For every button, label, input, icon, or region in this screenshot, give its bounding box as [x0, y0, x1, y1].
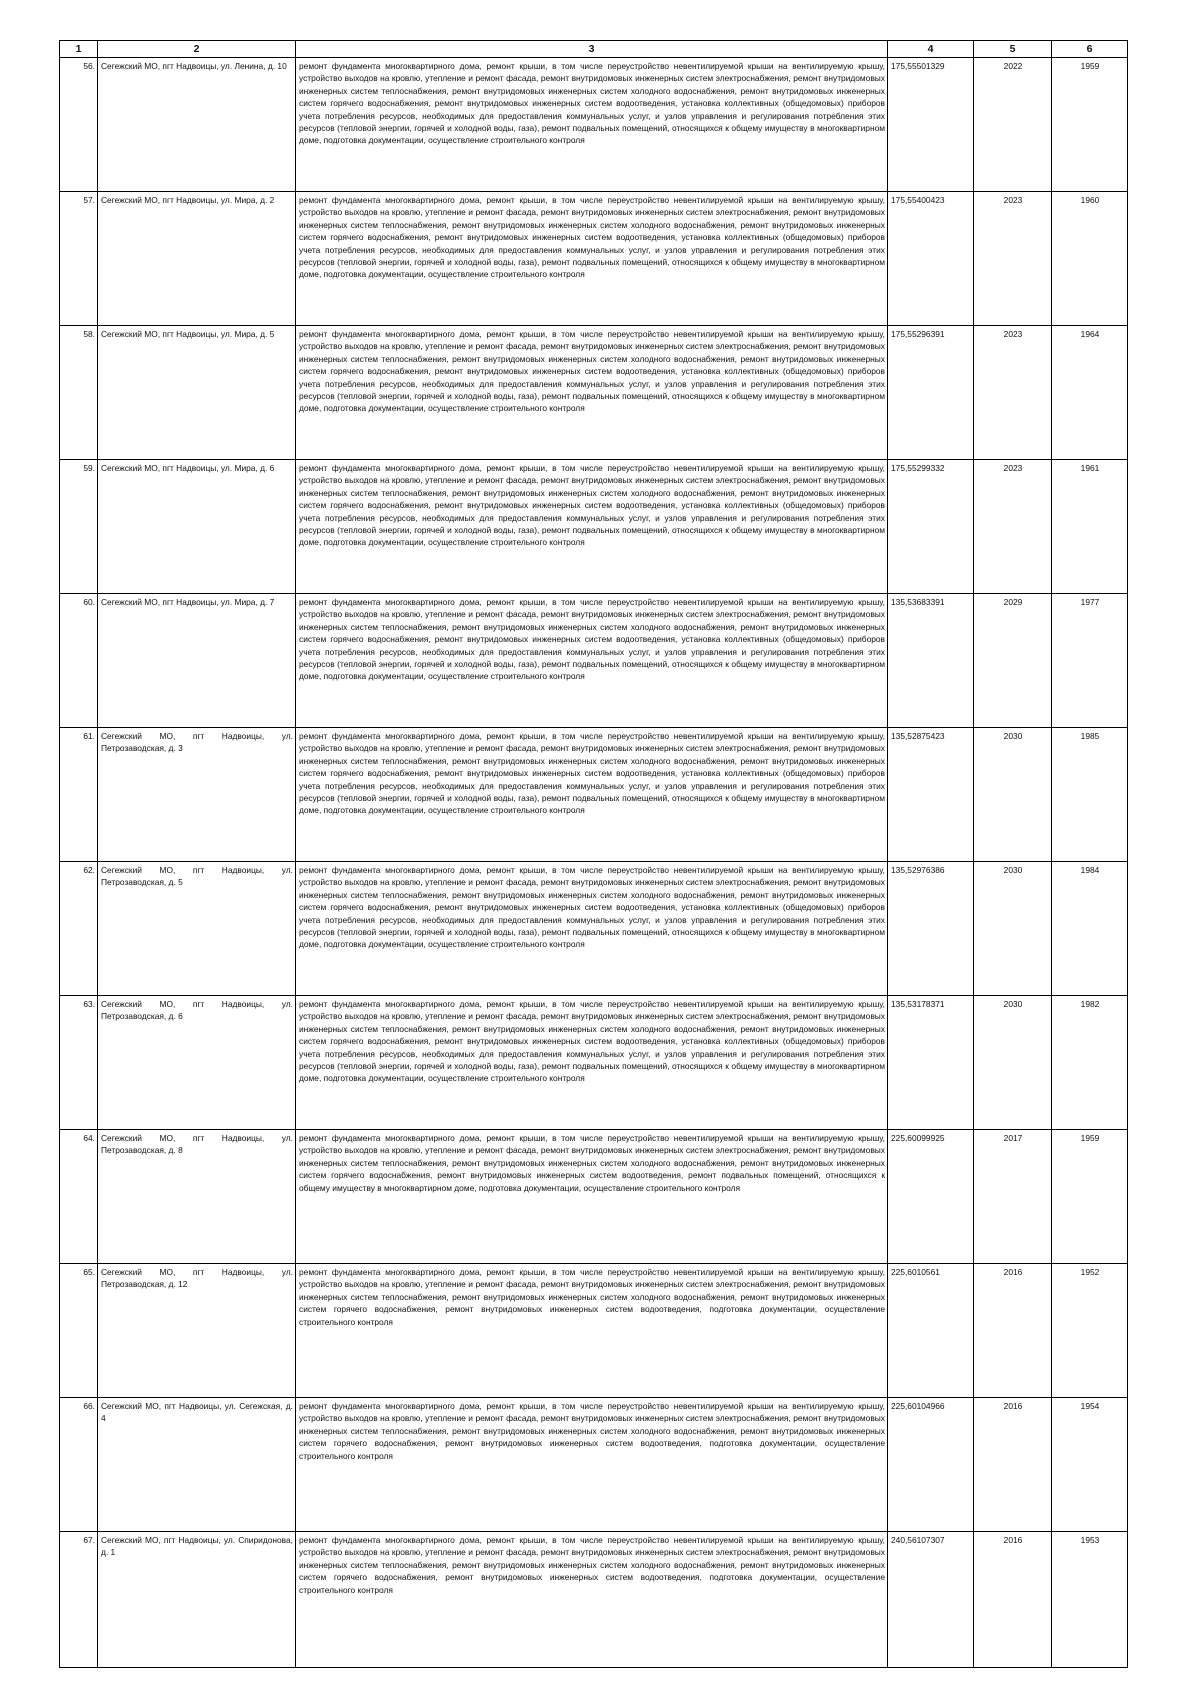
row-address: Сегежский МО, пгт Надвоицы, ул. Спиридонова, д. 1 — [98, 1532, 296, 1668]
row-built-year: 1961 — [1052, 460, 1128, 594]
table-row — [60, 728, 1128, 862]
row-address: Сегежский МО, пгт Надвоицы, ул. Мира, д. 5 — [98, 326, 296, 460]
row-address: Сегежский МО, пгт Надвоицы, ул. Петрозаводская, д. 12 — [98, 1264, 296, 1398]
row-works: ремонт фундамента многоквартирного дома, ремонт крыши, в том числе переустройство невентилируемой крыши на вентилируемую крышу, устройство выходов на кровлю, утепление и ремонт фасада, ремонт внутридомовых инженерных систем электроснабжения, ремонт внутридомовых инженерных систем теплоснабжения, ремонт внутридомовых инженерных систем холодного водоснабжения, ремонт внутридомовых инженерных систем горячего водоснабжения, ремонт внутридомовых инженерных систем водоотведения, установка коллективных (общедомовых) приборов учета потребления ресурсов, необходимых для предоставления коммунальных услуг, и узлов управления и регулирования потребления этих ресурсов (тепловой энергии, горячей и холодной воды, газа), ремонт подвальных помещений, относящихся к общему имуществу в многоквартирном доме, подготовка документации, осуществление строительного контроля — [296, 326, 888, 460]
header-row — [60, 41, 1128, 58]
row-works: ремонт фундамента многоквартирного дома, ремонт крыши, в том числе переустройство невентилируемой крыши на вентилируемую крышу, устройство выходов на кровлю, утепление и ремонт фасада, ремонт внутридомовых инженерных систем электроснабжения, ремонт внутридомовых инженерных систем теплоснабжения, ремонт внутридомовых инженерных систем холодного водоснабжения, ремонт внутридомовых инженерных систем горячего водоснабжения, ремонт внутридомовых инженерных систем водоотведения, подготовка документации, осуществление строительного контроля — [296, 1264, 888, 1398]
row-built-year: 1982 — [1052, 996, 1128, 1130]
row-cost: 135,53683391 — [888, 594, 974, 728]
row-works: ремонт фундамента многоквартирного дома, ремонт крыши, в том числе переустройство невентилируемой крыши на вентилируемую крышу, устройство выходов на кровлю, утепление и ремонт фасада, ремонт внутридомовых инженерных систем электроснабжения, ремонт внутридомовых инженерных систем теплоснабжения, ремонт внутридомовых инженерных систем холодного водоснабжения, ремонт внутридомовых инженерных систем горячего водоснабжения, ремонт внутридомовых инженерных систем водоотведения, установка коллективных (общедомовых) приборов учета потребления ресурсов, необходимых для предоставления коммунальных услуг, и узлов управления и регулирования потребления этих ресурсов (тепловой энергии, горячей и холодной воды, газа), ремонт подвальных помещений, относящихся к общему имуществу в многоквартирном доме, подготовка документации, осуществление строительного контроля — [296, 460, 888, 594]
row-year: 2030 — [974, 728, 1052, 862]
row-number: 56. — [60, 58, 98, 192]
table-row — [60, 326, 1128, 460]
row-cost: 175,55400423 — [888, 192, 974, 326]
table-row — [60, 58, 1128, 192]
row-cost: 135,52875423 — [888, 728, 974, 862]
table-row — [60, 1130, 1128, 1264]
row-address: Сегежский МО, пгт Надвоицы, ул. Петрозаводская, д. 5 — [98, 862, 296, 996]
row-year: 2023 — [974, 192, 1052, 326]
row-built-year: 1964 — [1052, 326, 1128, 460]
row-number: 63. — [60, 996, 98, 1130]
row-year: 2016 — [974, 1264, 1052, 1398]
row-built-year: 1960 — [1052, 192, 1128, 326]
header-cell-5: 5 — [974, 41, 1052, 58]
row-built-year: 1984 — [1052, 862, 1128, 996]
row-address: Сегежский МО, пгт Надвоицы, ул. Ленина, д. 10 — [98, 58, 296, 192]
table-row — [60, 1532, 1128, 1668]
row-built-year: 1977 — [1052, 594, 1128, 728]
row-cost: 225,60099925 — [888, 1130, 974, 1264]
row-works: ремонт фундамента многоквартирного дома, ремонт крыши, в том числе переустройство невентилируемой крыши на вентилируемую крышу, устройство выходов на кровлю, утепление и ремонт фасада, ремонт внутридомовых инженерных систем электроснабжения, ремонт внутридомовых инженерных систем теплоснабжения, ремонт внутридомовых инженерных систем холодного водоснабжения, ремонт внутридомовых инженерных систем горячего водоснабжения, ремонт внутридомовых инженерных систем водоотведения, подготовка документации, осуществление строительного контроля — [296, 1398, 888, 1532]
row-number: 59. — [60, 460, 98, 594]
table-row — [60, 862, 1128, 996]
row-year: 2029 — [974, 594, 1052, 728]
header-cell-2: 2 — [98, 41, 296, 58]
row-works: ремонт фундамента многоквартирного дома, ремонт крыши, в том числе переустройство невентилируемой крыши на вентилируемую крышу, устройство выходов на кровлю, утепление и ремонт фасада, ремонт внутридомовых инженерных систем электроснабжения, ремонт внутридомовых инженерных систем теплоснабжения, ремонт внутридомовых инженерных систем холодного водоснабжения, ремонт внутридомовых инженерных систем горячего водоснабжения, ремонт внутридомовых инженерных систем водоотведения, установка коллективных (общедомовых) приборов учета потребления ресурсов, необходимых для предоставления коммунальных услуг, и узлов управления и регулирования потребления этих ресурсов (тепловой энергии, горячей и холодной воды, газа), ремонт подвальных помещений, относящихся к общему имуществу в многоквартирном доме, подготовка документации, осуществление строительного контроля — [296, 996, 888, 1130]
table-row — [60, 996, 1128, 1130]
row-year: 2022 — [974, 58, 1052, 192]
header-cell-6: 6 — [1052, 41, 1128, 58]
row-built-year: 1985 — [1052, 728, 1128, 862]
row-number: 65. — [60, 1264, 98, 1398]
row-address: Сегежский МО, пгт Надвоицы, ул. Петрозаводская, д. 3 — [98, 728, 296, 862]
row-number: 58. — [60, 326, 98, 460]
row-cost: 175,55501329 — [888, 58, 974, 192]
row-number: 64. — [60, 1130, 98, 1264]
row-year: 2016 — [974, 1532, 1052, 1668]
row-number: 60. — [60, 594, 98, 728]
row-works: ремонт фундамента многоквартирного дома, ремонт крыши, в том числе переустройство невентилируемой крыши на вентилируемую крышу, устройство выходов на кровлю, утепление и ремонт фасада, ремонт внутридомовых инженерных систем электроснабжения, ремонт внутридомовых инженерных систем теплоснабжения, ремонт внутридомовых инженерных систем холодного водоснабжения, ремонт внутридомовых инженерных систем горячего водоснабжения, ремонт внутридомовых инженерных систем водоотведения, установка коллективных (общедомовых) приборов учета потребления ресурсов, необходимых для предоставления коммунальных услуг, и узлов управления и регулирования потребления этих ресурсов (тепловой энергии, горячей и холодной воды, газа), ремонт подвальных помещений, относящихся к общему имуществу в многоквартирном доме, подготовка документации, осуществление строительного контроля — [296, 192, 888, 326]
row-address: Сегежский МО, пгт Надвоицы, ул. Мира, д. 2 — [98, 192, 296, 326]
row-year: 2023 — [974, 326, 1052, 460]
row-cost: 225,6010561 — [888, 1264, 974, 1398]
row-cost: 175,55296391 — [888, 326, 974, 460]
row-cost: 135,53178371 — [888, 996, 974, 1130]
table-row — [60, 1264, 1128, 1398]
row-year: 2016 — [974, 1398, 1052, 1532]
header-cell-3: 3 — [296, 41, 888, 58]
table-row — [60, 594, 1128, 728]
row-built-year: 1953 — [1052, 1532, 1128, 1668]
row-address: Сегежский МО, пгт Надвоицы, ул. Сегежская, д. 4 — [98, 1398, 296, 1532]
row-address: Сегежский МО, пгт Надвоицы, ул. Мира, д. 6 — [98, 460, 296, 594]
row-number: 66. — [60, 1398, 98, 1532]
row-works: ремонт фундамента многоквартирного дома, ремонт крыши, в том числе переустройство невентилируемой крыши на вентилируемую крышу, устройство выходов на кровлю, утепление и ремонт фасада, ремонт внутридомовых инженерных систем электроснабжения, ремонт внутридомовых инженерных систем теплоснабжения, ремонт внутридомовых инженерных систем холодного водоснабжения, ремонт внутридомовых инженерных систем горячего водоснабжения, ремонт внутридомовых инженерных систем водоотведения, установка коллективных (общедомовых) приборов учета потребления ресурсов, необходимых для предоставления коммунальных услуг, и узлов управления и регулирования потребления этих ресурсов (тепловой энергии, горячей и холодной воды, газа), ремонт подвальных помещений, относящихся к общему имуществу в многоквартирном доме, подготовка документации, осуществление строительного контроля — [296, 728, 888, 862]
row-number: 62. — [60, 862, 98, 996]
header-cell-1: 1 — [60, 41, 98, 58]
row-works: ремонт фундамента многоквартирного дома, ремонт крыши, в том числе переустройство невентилируемой крыши на вентилируемую крышу, устройство выходов на кровлю, утепление и ремонт фасада, ремонт внутридомовых инженерных систем электроснабжения, ремонт внутридомовых инженерных систем теплоснабжения, ремонт внутридомовых инженерных систем холодного водоснабжения, ремонт внутридомовых инженерных систем горячего водоснабжения, ремонт внутридомовых инженерных систем водоотведения, ремонт подвальных помещений, относящихся к общему имуществу в многоквартирном доме, подготовка документации, осуществление строительного контроля — [296, 1130, 888, 1264]
row-built-year: 1952 — [1052, 1264, 1128, 1398]
row-cost: 175,55299332 — [888, 460, 974, 594]
row-year: 2017 — [974, 1130, 1052, 1264]
row-number: 67. — [60, 1532, 98, 1668]
row-works: ремонт фундамента многоквартирного дома, ремонт крыши, в том числе переустройство невентилируемой крыши на вентилируемую крышу, устройство выходов на кровлю, утепление и ремонт фасада, ремонт внутридомовых инженерных систем электроснабжения, ремонт внутридомовых инженерных систем теплоснабжения, ремонт внутридомовых инженерных систем холодного водоснабжения, ремонт внутридомовых инженерных систем горячего водоснабжения, ремонт внутридомовых инженерных систем водоотведения, подготовка документации, осуществление строительного контроля — [296, 1532, 888, 1668]
row-cost: 240,56107307 — [888, 1532, 974, 1668]
row-year: 2030 — [974, 862, 1052, 996]
row-address: Сегежский МО, пгт Надвоицы, ул. Петрозаводская, д. 8 — [98, 1130, 296, 1264]
row-year: 2023 — [974, 460, 1052, 594]
row-address: Сегежский МО, пгт Надвоицы, ул. Мира, д. 7 — [98, 594, 296, 728]
row-built-year: 1959 — [1052, 1130, 1128, 1264]
row-cost: 135,52976386 — [888, 862, 974, 996]
row-works: ремонт фундамента многоквартирного дома, ремонт крыши, в том числе переустройство невентилируемой крыши на вентилируемую крышу, устройство выходов на кровлю, утепление и ремонт фасада, ремонт внутридомовых инженерных систем электроснабжения, ремонт внутридомовых инженерных систем теплоснабжения, ремонт внутридомовых инженерных систем холодного водоснабжения, ремонт внутридомовых инженерных систем горячего водоснабжения, ремонт внутридомовых инженерных систем водоотведения, установка коллективных (общедомовых) приборов учета потребления ресурсов, необходимых для предоставления коммунальных услуг, и узлов управления и регулирования потребления этих ресурсов (тепловой энергии, горячей и холодной воды, газа), ремонт подвальных помещений, относящихся к общему имуществу в многоквартирном доме, подготовка документации, осуществление строительного контроля — [296, 58, 888, 192]
row-year: 2030 — [974, 996, 1052, 1130]
capital-repair-table — [59, 40, 1128, 1668]
row-works: ремонт фундамента многоквартирного дома, ремонт крыши, в том числе переустройство невентилируемой крыши на вентилируемую крышу, устройство выходов на кровлю, утепление и ремонт фасада, ремонт внутридомовых инженерных систем электроснабжения, ремонт внутридомовых инженерных систем теплоснабжения, ремонт внутридомовых инженерных систем холодного водоснабжения, ремонт внутридомовых инженерных систем горячего водоснабжения, ремонт внутридомовых инженерных систем водоотведения, установка коллективных (общедомовых) приборов учета потребления ресурсов, необходимых для предоставления коммунальных услуг, и узлов управления и регулирования потребления этих ресурсов (тепловой энергии, горячей и холодной воды, газа), ремонт подвальных помещений, относящихся к общему имуществу в многоквартирном доме, подготовка документации, осуществление строительного контроля — [296, 862, 888, 996]
header-cell-4: 4 — [888, 41, 974, 58]
table-row — [60, 460, 1128, 594]
row-built-year: 1959 — [1052, 58, 1128, 192]
row-number: 61. — [60, 728, 98, 862]
row-works: ремонт фундамента многоквартирного дома, ремонт крыши, в том числе переустройство невентилируемой крыши на вентилируемую крышу, устройство выходов на кровлю, утепление и ремонт фасада, ремонт внутридомовых инженерных систем электроснабжения, ремонт внутридомовых инженерных систем теплоснабжения, ремонт внутридомовых инженерных систем холодного водоснабжения, ремонт внутридомовых инженерных систем горячего водоснабжения, ремонт внутридомовых инженерных систем водоотведения, установка коллективных (общедомовых) приборов учета потребления ресурсов, необходимых для предоставления коммунальных услуг, и узлов управления и регулирования потребления этих ресурсов (тепловой энергии, горячей и холодной воды, газа), ремонт подвальных помещений, относящихся к общему имуществу в многоквартирном доме, подготовка документации, осуществление строительного контроля — [296, 594, 888, 728]
row-built-year: 1954 — [1052, 1398, 1128, 1532]
row-number: 57. — [60, 192, 98, 326]
row-address: Сегежский МО, пгт Надвоицы, ул. Петрозаводская, д. 6 — [98, 996, 296, 1130]
row-cost: 225,60104966 — [888, 1398, 974, 1532]
table-row — [60, 1398, 1128, 1532]
table-row — [60, 192, 1128, 326]
